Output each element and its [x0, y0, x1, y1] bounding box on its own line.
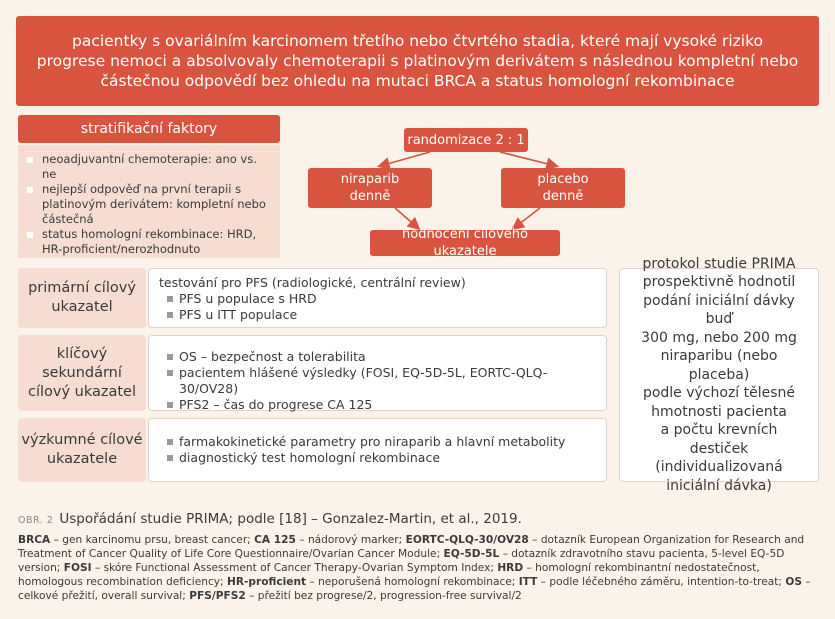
secondary-endpoint-box: [148, 335, 607, 411]
label-line: klíčový: [56, 345, 108, 362]
exploratory-endpoint-box: [148, 418, 607, 482]
note-line: podání iniciální dávky buď: [643, 292, 795, 328]
abbreviation-definition: – dotazník zdravotního stavu pacienta, 5-level EQ-5D version;: [18, 548, 785, 574]
arrow-to-niraparib: [380, 152, 430, 166]
exploratory-endpoint-label: [18, 418, 146, 482]
abbreviation-term: PFS/PFS2: [189, 590, 246, 602]
primary-endpoint-list: [165, 291, 596, 323]
abbreviation-term: EQ-5D-5L: [443, 548, 500, 560]
abbreviation-definition: – skóre Functional Assessment of Cancer Therapy-Ovarian Symptom Index;: [91, 562, 498, 574]
endpoint-item: PFS2 – čas do progrese CA 125: [165, 397, 596, 413]
niraparib-frequency: denně: [349, 189, 391, 204]
abbreviation-term: BRCA: [18, 534, 51, 546]
stratification-item: neoadjuvantní chemoterapie: ano vs. ne: [26, 152, 272, 182]
abbreviation-definition: – dotazník European Organization for Research and Treatment of Cancer Quality of Life Core Questionnaire/Ovarian Cancer Module;: [18, 534, 805, 560]
primary-endpoint-box: [148, 268, 607, 328]
endpoint-item: farmakokinetické parametry pro niraparib a hlavní metabolity: [165, 434, 596, 450]
secondary-endpoint-list: [165, 349, 596, 413]
placebo-label: placebo: [537, 172, 589, 187]
endpoint-item: PFS u populace s HRD: [165, 291, 596, 307]
abbreviation-definition: – homologní rekombinantní nedostatečnost, homologous recombination deficiency;: [18, 562, 760, 588]
abbreviation-definition: – neporušená homologní rekombinace;: [306, 576, 519, 588]
stratification-list: [26, 152, 272, 257]
eligibility-text: pacientky s ovariálním karcinomem třetího nebo čtvrtého stadia, které mají vysoké riziko progrese nemoci a absolvovaly chemoterapii s platinovým derivátem s následnou kompletní nebo částečnou odpovědí bez ohledu na mutaci BRCA a status homologní rekombinace: [36, 32, 799, 90]
abbreviation-term: CA 125: [254, 534, 296, 546]
secondary-endpoint-label: [18, 335, 146, 411]
label-line: ukazatele: [46, 451, 118, 467]
figure-number: OBR. 2: [18, 515, 54, 526]
note-line: iniciální dávka): [666, 477, 772, 494]
endpoint-item: OS – bezpečnost a tolerabilita: [165, 349, 596, 365]
exploratory-endpoint-list: [165, 434, 596, 466]
caption-text: Uspořádání studie PRIMA; podle [18] – Gonzalez-Martin, et al., 2019.: [59, 511, 522, 527]
arrow-niraparib-to-eval: [395, 208, 418, 228]
note-line: a počtu krevních destiček: [660, 422, 778, 457]
abbreviation-term: HRD: [497, 562, 524, 574]
label-line: sekundární: [42, 364, 122, 381]
placebo-arm: [501, 168, 625, 208]
protocol-note: [619, 255, 819, 494]
endpoint-item: diagnostický test homologní rekombinace: [165, 450, 596, 466]
note-line: 300 mg, nebo 200 mg: [641, 329, 797, 346]
abbreviation-definition: – přežití bez progrese/2, progression-free survival/2: [245, 590, 522, 602]
placebo-frequency: denně: [542, 189, 584, 204]
label-line: primární cílový: [28, 280, 136, 296]
figure-caption: [18, 510, 818, 530]
stratification-item: nejlepší odpověď na první terapii s platinovým derivátem: kompletní nebo částečná: [26, 182, 272, 227]
endpoint-item: PFS u ITT populace: [165, 307, 596, 323]
stratification-factors: [18, 145, 280, 258]
note-line: hmotnosti pacienta: [651, 403, 787, 420]
abbreviation-definition: – celkové přežití, overall survival;: [18, 576, 811, 602]
note-line: protokol studie PRIMA: [642, 255, 796, 272]
randomization-box: [404, 128, 528, 152]
abbreviation-term: EORTC-QLQ-30/OV28: [405, 534, 529, 546]
abbreviation-term: ITT: [518, 576, 538, 588]
abbreviation-term: FOSI: [63, 562, 92, 574]
arrow-to-placebo: [500, 152, 556, 166]
abbreviation-definition: – nádorový marker;: [295, 534, 406, 546]
note-line: podle výchozí tělesné: [642, 385, 796, 402]
note-line: prospektivně hodnotil: [642, 274, 796, 291]
niraparib-label: niraparib: [340, 172, 400, 187]
label-line: ukazatel: [51, 299, 113, 315]
primary-endpoint-heading: testování pro PFS (radiologické, centrální review): [159, 275, 466, 290]
label-line: výzkumné cílové: [21, 432, 143, 448]
eligibility-box: [16, 16, 819, 106]
note-line: niraparibu (nebo placeba): [660, 348, 778, 383]
evaluation-label: hodnocení cílového ukazatele: [402, 227, 528, 259]
abbreviation-definition: – podle léčebného záměru, intention-to-treat;: [537, 576, 786, 588]
note-line: (individualizovaná: [655, 459, 783, 476]
abbreviation-term: OS: [785, 576, 802, 588]
evaluation-box: [370, 227, 560, 259]
abbreviation-definition: – gen karcinomu prsu, breast cancer;: [50, 534, 255, 546]
niraparib-arm: [308, 168, 432, 208]
stratification-header: [18, 115, 280, 143]
stratification-item: status homologní rekombinace: HRD, HR-proficient/nerozhodnuto: [26, 227, 272, 257]
abbreviations: [18, 533, 820, 603]
endpoint-item: pacientem hlášené výsledky (FOSI, EQ-5D-5L, EORTC-QLQ-30/OV28): [165, 365, 596, 397]
abbreviation-term: HR-proficient: [226, 576, 307, 588]
primary-endpoint-label: [18, 268, 146, 328]
randomization-label: randomizace 2 : 1: [407, 132, 525, 148]
stratification-title: stratifikační faktory: [80, 121, 218, 137]
label-line: cílový ukazatel: [27, 383, 137, 400]
arrow-placebo-to-eval: [514, 208, 540, 228]
